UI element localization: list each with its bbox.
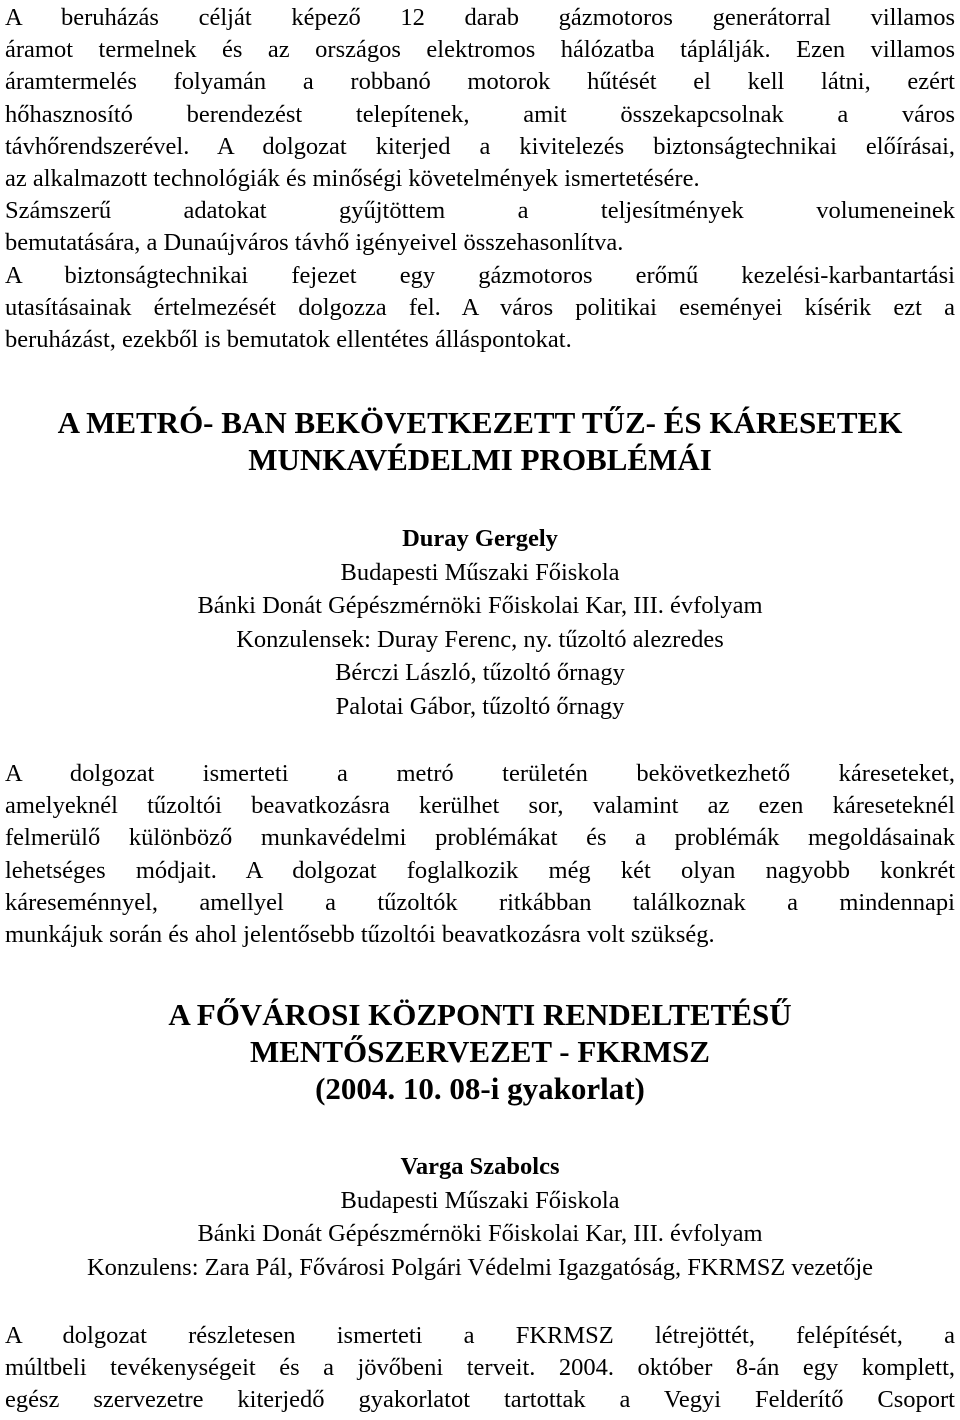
section1-abstract-line: felmerülő különböző munkavédelmi problémákat és a problémák megoldásainak	[5, 824, 955, 852]
intro-line: Számszerű adatokat gyűjtöttem a teljesítmények volumeneinek	[5, 197, 955, 225]
intro-line: bemutatására, a Dunaújváros távhő igényeivel összehasonlítva.	[5, 229, 624, 257]
section1-abstract	[5, 758, 955, 951]
intro-line: áramot termelnek és az országos elektromos hálózatba táplálják. Ezen villamos	[5, 36, 955, 64]
intro-line: távhőrendszerével. A dolgozat kiterjed a kivitelezés biztonságtechnikai előírásai,	[5, 132, 955, 160]
section2-abstract-line: múltbeli tevékenységeit és a jövőbeni terveit. 2004. október 8-án egy komplett,	[5, 1354, 955, 1382]
section2-author-block	[5, 1150, 955, 1284]
intro-line: beruházást, ezekből is bemutatok ellentétes álláspontokat.	[5, 326, 572, 354]
intro-line: hőhasznosító berendezést telepítenek, amit összekapcsolnak a város	[5, 100, 955, 128]
section2-affiliation-line: Budapesti Műszaki Főiskola	[340, 1186, 620, 1214]
section2-title-line: MENTŐSZERVEZET - FKRMSZ	[250, 1034, 710, 1069]
section1-affiliation-line: Bérczi László, tűzoltó őrnagy	[335, 659, 625, 686]
section1-affiliation-line: Budapesti Műszaki Főiskola	[340, 558, 620, 586]
intro-line: az alkalmazott technológiák és minőségi követelmények ismertetésére.	[5, 165, 700, 193]
section2-abstract-line: egész szervezetre kiterjedő gyakorlatot tartottak a Vegyi Felderítő Csoport	[5, 1386, 955, 1414]
section2-title	[5, 996, 955, 1107]
section1-abstract-line: amelyeknél tűzoltói beavatkozásra kerülhet sor, valamint az ezen káreseteknél	[5, 792, 955, 820]
section1-author-block	[5, 522, 955, 723]
section1-affiliation-line: Bánki Donát Gépészmérnöki Főiskolai Kar, III. évfolyam	[197, 592, 763, 619]
intro-paragraph	[5, 2, 955, 356]
section1-affiliation-line: Palotai Gábor, tűzoltó őrnagy	[335, 692, 625, 720]
section2-affiliation-line: Konzulens: Zara Pál, Fővárosi Polgári Védelmi Igazgatóság, FKRMSZ vezetője	[86, 1253, 874, 1281]
section1-title	[5, 404, 955, 478]
section2-abstract-line: A dolgozat részletesen ismerteti a FKRMSZ létrejöttét, felépítését, a	[5, 1322, 955, 1349]
intro-line: utasításainak értelmezését dolgozza fel. A város politikai eseményei kísérik ezt a	[5, 293, 955, 321]
section1-title-line: MUNKAVÉDELMI PROBLÉMÁI	[248, 442, 712, 477]
section1-affiliation-line: Konzulensek: Duray Ferenc, ny. tűzoltó alezredes	[236, 625, 724, 653]
section1-abstract-line: lehetséges módjait. A dolgozat foglalkozik még két olyan nagyobb konkrét	[5, 856, 955, 884]
section1-abstract-line: munkájuk során és ahol jelentősebb tűzoltói beavatkozásra volt szükség.	[5, 921, 715, 949]
section1-abstract-line: A dolgozat ismerteti a metró területén bekövetkezhető káreseteket,	[5, 760, 955, 787]
intro-line: áramtermelés folyamán a robbanó motorok hűtését el kell látni, ezért	[5, 68, 955, 96]
section2-affiliation-line: Bánki Donát Gépészmérnöki Főiskolai Kar, III. évfolyam	[197, 1220, 763, 1247]
intro-line: A beruházás célját képező 12 darab gázmotoros generátorral villamos	[5, 4, 955, 31]
section2-title-line: (2004. 10. 08-i gyakorlat)	[315, 1071, 645, 1106]
intro-line: A biztonságtechnikai fejezet egy gázmotoros erőmű kezelési-karbantartási	[5, 261, 955, 289]
section1-author-name: Duray Gergely	[402, 525, 558, 552]
section2-abstract	[5, 1320, 955, 1417]
section1-title-line: A METRÓ- BAN BEKÖVETKEZETT TŰZ- ÉS KÁRESETEK	[57, 405, 903, 440]
section1-abstract-line: káreseménnyel, amellyel a tűzoltók ritkábban találkoznak a mindennapi	[5, 888, 955, 916]
section2-author-name: Varga Szabolcs	[400, 1153, 560, 1180]
section2-title-line: A FŐVÁROSI KÖZPONTI RENDELTETÉSŰ	[168, 997, 792, 1032]
